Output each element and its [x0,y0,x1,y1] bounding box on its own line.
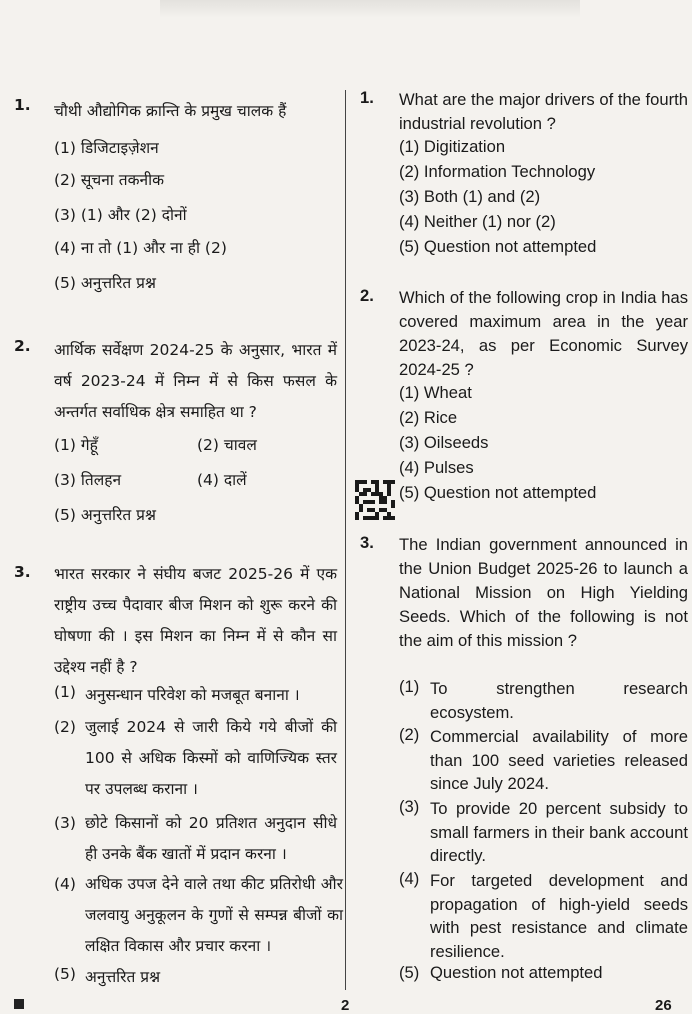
qr-code-icon [355,480,395,520]
option-2-text: Commercial availability of more than 100 seed varieties released since July 2024. [430,727,688,793]
page-number-center: 2 [341,997,350,1014]
option-number: (5) [399,963,420,982]
question-number: 1. [360,88,374,107]
question-text: The Indian government announced in the Union Budget 2025-26 to launch a National Mission on High Yielding Seeds. Which of the following is not the aim of this mission ? [399,535,688,650]
option-4 [399,869,419,889]
option-number: (5) [54,965,76,983]
option-4: (4) Neither (1) nor (2) [399,212,556,231]
question-number: 1. [14,96,31,114]
option-1: (1) गेहूँ [54,436,98,454]
option-3-text: छोटे किसानों को 20 प्रतिशत अनुदान सीधे ही उनके बैंक खातों में प्रदान करना । [85,814,337,863]
option-1 [54,683,76,701]
option-3 [399,797,419,817]
option-2: (2) Rice [399,408,458,427]
option-number: (2) [54,718,76,736]
option-5: (5) अनुत्तरित प्रश्न [54,274,156,292]
option-3: (3) तिलहन [54,471,122,489]
option-1: (1) Wheat [399,383,472,402]
option-number: (4) [54,875,76,893]
option-5 [54,965,76,983]
option-4 [54,875,76,893]
option-number: (2) [399,725,420,744]
option-2: (2) सूचना तकनीक [54,171,165,189]
option-5: (5) अनुत्तरित प्रश्न [54,506,156,524]
option-number: (1) [399,677,420,696]
question-number: 3. [14,563,31,581]
option-2-text: जुलाई 2024 से जारी किये गये बीजों की 100 से अधिक किस्मों को वाणिज्यिक स्तर पर उपलब्ध कराना । [85,718,337,798]
question-text: What are the major drivers of the fourth industrial revolution ? [399,90,688,133]
question-text: चौथी औद्योगिक क्रान्ति के प्रमुख चालक हैं [54,102,287,120]
top-scan-smudge [160,0,580,18]
question-text: आर्थिक सर्वेक्षण 2024-25 के अनुसार, भारत में वर्ष 2023-24 में निम्न में से किस फसल के अन्तर्गत सर्वाधिक क्षेत्र समाहित था ? [54,341,337,421]
question-number: 2. [360,286,374,305]
option-4: (4) दालें [197,471,247,489]
option-5 [399,963,419,983]
question-text: भारत सरकार ने संघीय बजट 2025-26 में एक राष्ट्रीय उच्च पैदावार बीज मिशन को शुरू करने की घोषणा की । इस मिशन का निम्न में से कौन सा उद्देश्य नहीं है ? [54,565,337,676]
option-number: (1) [54,683,76,701]
question-text: Which of the following crop in India has covered maximum area in the year 2023-24, as per Economic Survey 2024-25 ? [399,288,688,379]
option-3-text: To provide 20 percent subsidy to small farmers in their bank account directly. [430,799,688,865]
option-5: (5) Question not attempted [399,483,597,502]
option-4-text: अधिक उपज देने वाले तथा कीट प्रतिरोधी और जलवायु अनुकूलन के गुणों से सम्पन्न बीजों का लक्षित विकास और प्रचार करना । [85,875,343,955]
option-number: (3) [399,797,420,816]
option-1 [399,677,419,697]
option-2 [54,718,76,736]
option-4: (4) Pulses [399,458,474,477]
option-1-text: To strengthen research ecosystem. [430,679,688,722]
option-1-text: अनुसन्धान परिवेश को मजबूत बनाना । [85,686,300,704]
option-5-text: Question not attempted [430,963,603,982]
question-number: 2. [14,337,31,355]
option-4-text: For targeted development and propagation of high-yield seeds with pest resistance and climate resilience. [430,871,688,961]
option-4: (4) ना तो (1) और ना ही (2) [54,239,227,257]
question-number: 3. [360,533,374,552]
option-number: (4) [399,869,420,888]
option-number: (3) [54,814,76,832]
option-5-text: अनुत्तरित प्रश्न [85,968,161,986]
option-3: (3) Both (1) and (2) [399,187,541,206]
option-3: (3) Oilseeds [399,433,489,452]
option-5: (5) Question not attempted [399,237,597,256]
column-divider [345,90,346,990]
option-2 [399,725,419,745]
option-2: (2) Information Technology [399,162,596,181]
corner-mark [14,999,24,1009]
option-1: (1) Digitization [399,137,506,156]
page-number-right: 26 [655,997,672,1014]
option-2: (2) चावल [197,436,257,454]
option-3 [54,814,76,832]
option-3: (3) (1) और (2) दोनों [54,206,187,224]
option-1: (1) डिजिटाइज़ेशन [54,139,159,157]
